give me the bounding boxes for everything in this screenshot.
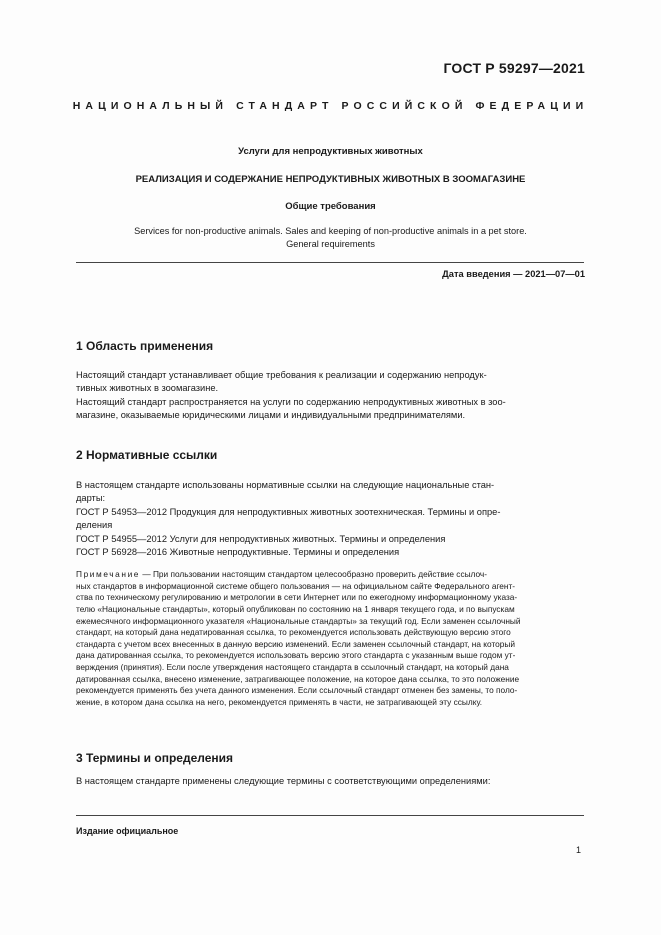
title-english (0, 225, 661, 251)
note-line: стандарт, на который дана недатированная ссылка, то рекомендуется использовать действующую версию этого (76, 627, 511, 637)
reference-line: ГОСТ Р 54955—2012 Услуги для непродуктивных животных. Термины и определения (76, 534, 446, 544)
section-heading: 2 Нормативные ссылки (76, 448, 218, 462)
paragraph-line: В настоящем стандарте применены следующие термины с соответствующими определениями: (76, 776, 491, 786)
note-line: верждения (принятия). Если после утверждения настоящего стандарта в ссылочный стандарт, на который дана (76, 662, 509, 672)
paragraph-line: тивных животных в зоомагазине. (76, 383, 219, 393)
note-line: Примечание — При пользовании настоящим стандартом целесообразно проверить действие ссылоч- (76, 569, 488, 579)
standard-code: ГОСТ Р 59297—2021 (443, 60, 585, 76)
title-subtitle-ru: Услуги для непродуктивных животных (238, 146, 423, 157)
note-line: дана датированная ссылка, то рекомендуется использовать версию этого стандарта с указанным выше годом ут- (76, 650, 516, 660)
paragraph-line: магазине, оказываемые юридическими лицами и индивидуальными предпринимателями. (76, 410, 466, 420)
title-english-line: General requirements (286, 239, 375, 249)
national-standard-title: НАЦИОНАЛЬНЫЙ СТАНДАРТ РОССИЙСКОЙ ФЕДЕРАЦИИ (72, 100, 589, 112)
note-label: Примечание (76, 569, 141, 579)
title-main-ru: РЕАЛИЗАЦИЯ И СОДЕРЖАНИЕ НЕПРОДУКТИВНЫХ ЖИВОТНЫХ В ЗООМАГАЗИНЕ (135, 174, 526, 185)
note-line: рекомендуется применять без учета данного изменения. Если ссылочный стандарт отменен без замены, то поло- (76, 685, 518, 695)
paragraph-line: Настоящий стандарт устанавливает общие требования к реализации и содержанию непродук- (76, 370, 487, 380)
footer-divider (76, 815, 584, 816)
effective-date: Дата введения — 2021—07—01 (442, 269, 585, 279)
page-number: 1 (575, 845, 581, 855)
note-line: ства по техническому регулированию и метрологии в сети Интернет или по ежегодному информационному указа- (76, 592, 518, 602)
paragraph-line: дарты: (76, 493, 106, 503)
note-line: телю «Национальные стандарты», который опубликован по состоянию на 1 января текущего года, и по выпускам (76, 604, 515, 614)
reference-line: ГОСТ Р 56928—2016 Животные непродуктивные. Термины и определения (76, 547, 400, 557)
paragraph-line: Настоящий стандарт распространяется на услуги по содержанию непродуктивных животных в зоо- (76, 397, 506, 407)
note-line: стандарта с учетом всех внесенных в данную версию изменений. Если заменен ссылочный стандарт, на который (76, 639, 515, 649)
section-heading: 3 Термины и определения (76, 751, 234, 765)
section-heading: 1 Область применения (76, 339, 214, 353)
note-line: жение, в котором дана ссылка на него, рекомендуется применять в части, не затрагивающей эту ссылку. (76, 697, 483, 707)
reference-line: деления (76, 520, 113, 530)
title-english-line: Services for non-productive animals. Sales and keeping of non-productive animals in a pet store. (134, 226, 527, 236)
edition-label: Издание официальное (76, 826, 179, 836)
title-requirements-ru: Общие требования (285, 201, 376, 212)
paragraph-line: В настоящем стандарте использованы нормативные ссылки на следующие национальные стан- (76, 480, 495, 490)
reference-line: ГОСТ Р 54953—2012 Продукция для непродуктивных животных зоотехническая. Термины и опре- (76, 507, 501, 517)
note-line: ных стандартов в информационной системе общего пользования — на официальном сайте Федерального агент- (76, 581, 516, 591)
note-line: датированная ссылка, внесено изменение, затрагивающее положение, на которое дана ссылка, то это положение (76, 674, 520, 684)
note-line: ежемесячного информационного указателя «Национальные стандарты» за текущий год. Если заменен ссылочный (76, 616, 521, 626)
divider (76, 262, 584, 263)
